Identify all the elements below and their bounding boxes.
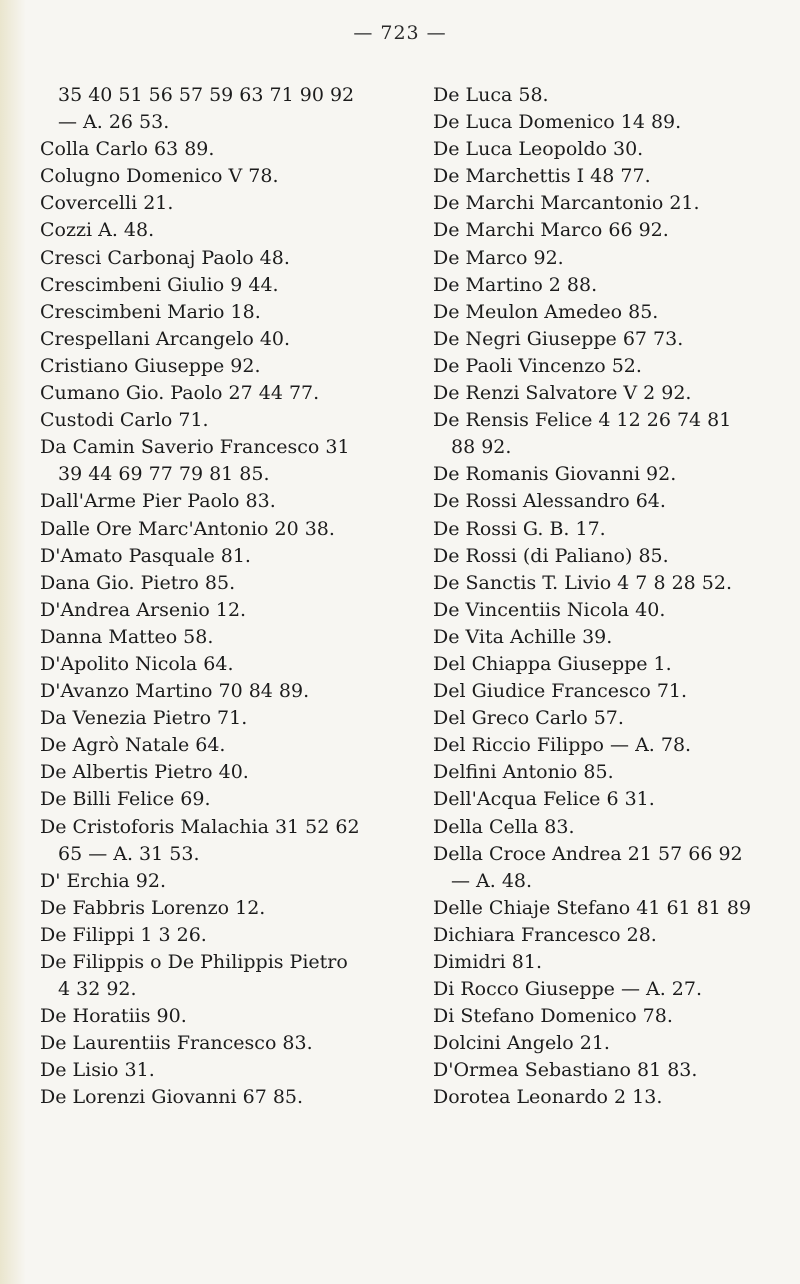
index-entry: De Luca Leopoldo 30. <box>433 138 644 161</box>
index-entry: Custodi Carlo 71. <box>40 409 209 432</box>
index-entry: D' Erchia 92. <box>40 869 166 892</box>
index-entry: De Marchettis I 48 77. <box>433 165 651 188</box>
index-entry: Di Stefano Domenico 78. <box>433 1005 673 1028</box>
index-entry: D'Ormea Sebastiano 81 83. <box>433 1059 698 1082</box>
index-entry-continuation: 88 92. <box>451 436 512 459</box>
index-entry: De Horatiis 90. <box>40 1005 187 1028</box>
index-entry: De Sanctis T. Livio 4 7 8 28 52. <box>433 571 732 594</box>
index-entry-continuation: 65 — A. 31 53. <box>58 842 200 865</box>
page-number: — 723 — <box>353 22 447 44</box>
index-entry: De Filippis o De Philippis Pietro <box>40 951 348 973</box>
index-entry: De Laurentiis Francesco 83. <box>40 1032 313 1055</box>
index-entry: De Rossi G. B. 17. <box>433 517 606 540</box>
index-entry: De Rossi Alessandro 64. <box>433 490 666 513</box>
index-entry: De Renzi Salvatore V 2 92. <box>433 382 692 405</box>
index-entry: Covercelli 21. <box>40 192 174 215</box>
index-entry: De Marchi Marco 66 92. <box>433 219 669 242</box>
index-entry: Della Croce Andrea 21 57 66 92 <box>433 842 743 865</box>
index-entry: Di Rocco Giuseppe — A. 27. <box>433 978 703 1001</box>
index-entry: Dichiara Francesco 28. <box>433 923 657 946</box>
index-entry: Dana Gio. Pietro 85. <box>40 571 236 594</box>
index-entry: De Vincentiis Nicola 40. <box>433 598 666 621</box>
index-entry: Crescimbeni Giulio 9 44. <box>40 273 279 296</box>
index-entry: Del Chiappa Giuseppe 1. <box>433 652 672 675</box>
index-entry: Da Venezia Pietro 71. <box>40 707 248 730</box>
page-edge-shadow <box>0 0 26 1284</box>
index-column-left <box>40 82 420 1112</box>
index-entry: De Lisio 31. <box>40 1059 155 1082</box>
index-entry: Cumano Gio. Paolo 27 44 77. <box>40 382 320 405</box>
index-entry: Delfini Antonio 85. <box>433 761 614 784</box>
index-entry: De Marco 92. <box>433 246 564 269</box>
index-entry: De Fabbris Lorenzo 12. <box>40 896 266 919</box>
index-entry-continuation: — A. 48. <box>451 869 533 892</box>
index-entry: Da Camin Saverio Francesco 31 <box>40 436 350 459</box>
index-entry-continuation: — A. 26 53. <box>58 111 170 134</box>
index-entry: De Lorenzi Giovanni 67 85. <box>40 1086 304 1109</box>
index-entry: De Paoli Vincenzo 52. <box>433 354 642 377</box>
index-entry: Del Greco Carlo 57. <box>433 707 624 730</box>
index-column-right <box>433 82 793 1112</box>
index-entry: Del Giudice Francesco 71. <box>433 680 688 703</box>
index-entry: De Cristoforis Malachia 31 52 62 <box>40 815 360 838</box>
index-entry: De Billi Felice 69. <box>40 788 211 811</box>
index-entry: De Agrò Natale 64. <box>40 734 226 757</box>
index-entry: De Rensis Felice 4 12 26 74 81 <box>433 409 732 432</box>
index-entry: D'Amato Pasquale 81. <box>40 544 251 567</box>
index-entry: Crescimbeni Mario 18. <box>40 300 261 323</box>
index-entry: Dolcini Angelo 21. <box>433 1032 610 1055</box>
index-entry: De Negri Giuseppe 67 73. <box>433 327 684 350</box>
index-entry: Delle Chiaje Stefano 41 61 81 89 <box>433 896 752 919</box>
index-entry: De Vita Achille 39. <box>433 625 613 648</box>
index-entry: De Luca Domenico 14 89. <box>433 111 682 134</box>
index-entry: Colugno Domenico V 78. <box>40 165 279 188</box>
index-entry-continuation: 4 32 92. <box>58 978 137 1001</box>
index-entry: De Rossi (di Paliano) 85. <box>433 544 669 567</box>
index-entry: De Martino 2 88. <box>433 273 598 296</box>
index-entry: Cresci Carbonaj Paolo 48. <box>40 246 290 269</box>
index-entry-continuation: 35 40 51 56 57 59 63 71 90 92 <box>58 84 355 106</box>
index-entry: De Romanis Giovanni 92. <box>433 463 677 486</box>
index-entry: Dall'Arme Pier Paolo 83. <box>40 490 276 513</box>
index-entry: Della Cella 83. <box>433 815 575 838</box>
index-entry: De Meulon Amedeo 85. <box>433 300 659 323</box>
index-entry: Crespellani Arcangelo 40. <box>40 327 291 350</box>
index-entry: D'Avanzo Martino 70 84 89. <box>40 680 310 703</box>
index-entry: D'Andrea Arsenio 12. <box>40 598 247 621</box>
index-entry: Cozzi A. 48. <box>40 219 155 242</box>
index-entry: De Marchi Marcantonio 21. <box>433 192 700 215</box>
index-entry: Dimidri 81. <box>433 951 542 973</box>
index-entry: Del Riccio Filippo — A. 78. <box>433 734 692 757</box>
index-entry: De Albertis Pietro 40. <box>40 761 249 784</box>
index-entry: De Filippi 1 3 26. <box>40 923 207 946</box>
index-entry: De Luca 58. <box>433 84 549 106</box>
index-entry: Dorotea Leonardo 2 13. <box>433 1086 663 1109</box>
index-entry-continuation: 39 44 69 77 79 81 85. <box>58 463 270 486</box>
index-entry: D'Apolito Nicola 64. <box>40 652 234 675</box>
index-entry: Colla Carlo 63 89. <box>40 138 215 161</box>
index-entry: Dalle Ore Marc'Antonio 20 38. <box>40 517 335 540</box>
index-entry: Dell'Acqua Felice 6 31. <box>433 788 655 811</box>
index-entry: Danna Matteo 58. <box>40 625 214 648</box>
index-entry: Cristiano Giuseppe 92. <box>40 354 261 377</box>
